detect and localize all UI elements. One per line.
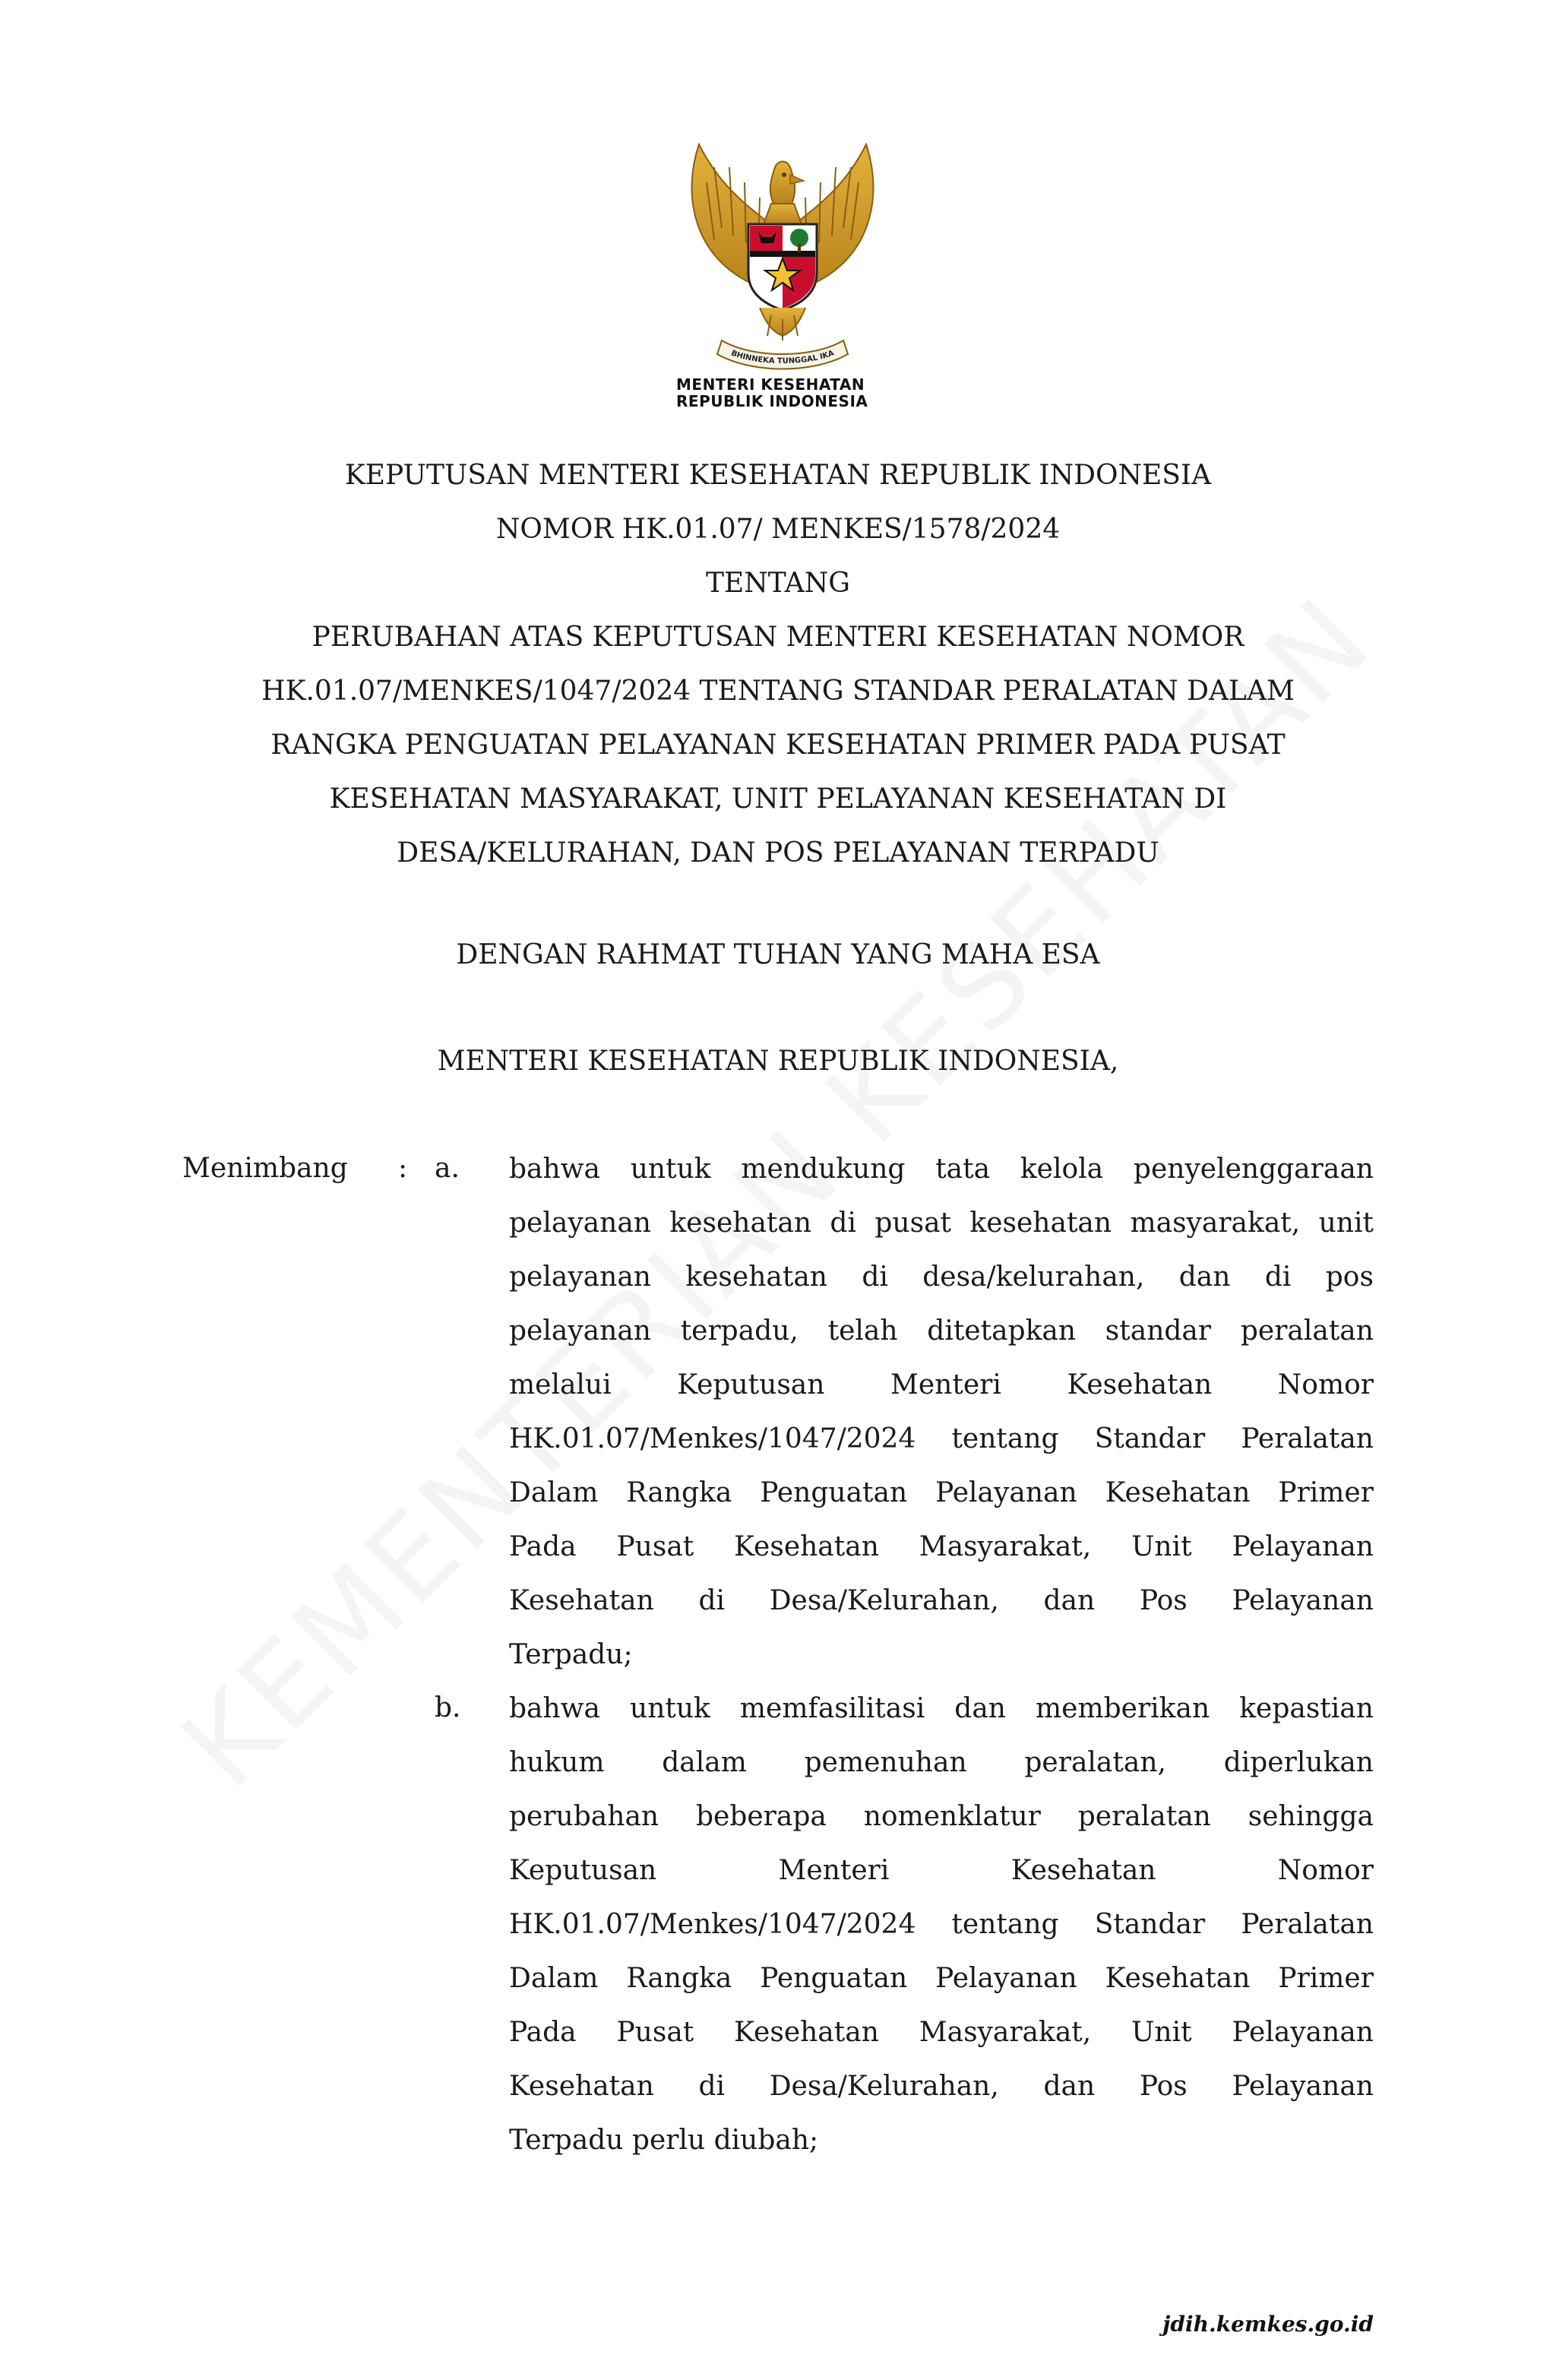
item-b-line [509, 2005, 1374, 2059]
word: ditetapkan [927, 1315, 1077, 1347]
word: untuk [630, 1154, 711, 1185]
word: Kesehatan [509, 1585, 654, 1616]
word: Dalam [509, 1963, 599, 1994]
justified-line [509, 1142, 1374, 1196]
emblem-caption-line1: MENTERI KESEHATAN [676, 375, 865, 394]
word: HK.01.07/Menkes/1047/2024 [509, 1423, 916, 1454]
word: pelayanan [509, 1207, 651, 1239]
word: mendukung [741, 1154, 906, 1185]
word: di [1264, 1261, 1292, 1293]
word: nomenklatur [863, 1801, 1041, 1832]
word: tentang [951, 1423, 1059, 1454]
item-b-line [509, 1790, 1374, 1844]
justified-line [509, 1844, 1374, 1897]
word: Kesehatan [734, 1531, 879, 1562]
justified-line [509, 1951, 1374, 2005]
word: Masyarakat, [919, 1531, 1092, 1562]
word: Keputusan [509, 1855, 657, 1886]
title-line-6: RANGKA PENGUATAN PELAYANAN KESEHATAN PRIMER PADA PUSAT [270, 730, 1286, 761]
word: peralatan [1077, 1801, 1211, 1832]
word: Menteri [890, 1369, 1001, 1400]
word: Unit [1131, 1531, 1192, 1562]
title-line-5: HK.01.07/MENKES/1047/2024 TENTANG STANDAR PERALATAN DALAM [261, 676, 1295, 707]
word: Pos [1139, 2071, 1188, 2102]
menimbang-colon: : [398, 1153, 408, 1184]
item-b-line: Terpadu perlu diubah; [509, 2125, 819, 2156]
word: pelayanan [509, 1315, 651, 1347]
emblem-caption-line2: REPUBLIK INDONESIA [676, 392, 868, 410]
title-line-7: KESEHATAN MASYARAKAT, UNIT PELAYANAN KESEHATAN DI [329, 783, 1227, 815]
emblem-caption [661, 376, 904, 410]
word: bahwa [509, 1154, 600, 1185]
item-a-line [509, 1358, 1374, 1412]
word: Pelayanan [1232, 1585, 1374, 1616]
word: pemenuhan [804, 1747, 967, 1778]
item-letter-b: b. [435, 1692, 461, 1723]
emblem-motto-text: BHINNEKA TUNGGAL IKA [729, 349, 836, 366]
word: perubahan [509, 1801, 659, 1832]
word: tentang [951, 1909, 1059, 1940]
menimbang-label: Menimbang [182, 1153, 348, 1184]
item-b-line [509, 1844, 1374, 1897]
justified-line [509, 1358, 1374, 1412]
item-body-a [509, 1142, 1374, 1682]
item-a-line: Terpadu; [509, 1639, 633, 1670]
word: peralatan [1240, 1315, 1374, 1347]
word: Pelayanan [1232, 2017, 1374, 2048]
word: Pada [509, 1531, 577, 1562]
justified-line [509, 2005, 1374, 2059]
justified-line [509, 2059, 1374, 2113]
item-a-line [509, 1142, 1374, 1196]
word: HK.01.07/Menkes/1047/2024 [509, 1909, 916, 1940]
word: telah [827, 1315, 898, 1347]
justified-line [509, 1520, 1374, 1574]
item-a-line [509, 1250, 1374, 1304]
word: tata [935, 1154, 991, 1185]
title-line-3: TENTANG [705, 568, 851, 599]
word: Desa/Kelurahan, [769, 1585, 999, 1616]
word: pos [1325, 1261, 1374, 1293]
word: melalui [509, 1369, 612, 1400]
word: pusat [874, 1207, 952, 1239]
word: Nomor [1277, 1369, 1374, 1400]
word: standar [1105, 1315, 1212, 1347]
word: Standar [1094, 1423, 1206, 1454]
justified-line [509, 1250, 1374, 1304]
word: Pelayanan [1232, 1531, 1374, 1562]
word: Peralatan [1241, 1909, 1374, 1940]
word: hukum [509, 1747, 605, 1778]
word: di [698, 1585, 726, 1616]
word: kesehatan [685, 1261, 827, 1293]
footer-website-link[interactable]: jdih.kemkes.go.id [1162, 2312, 1374, 2337]
word: pelayanan [509, 1261, 651, 1293]
word: dan [954, 1693, 1006, 1724]
word: Pusat [616, 2017, 694, 2048]
justified-line [509, 1790, 1374, 1844]
word: bahwa [509, 1693, 600, 1724]
word: Masyarakat, [919, 2017, 1092, 2048]
title-line-8: DESA/KELURAHAN, DAN POS PELAYANAN TERPADU [397, 837, 1159, 869]
word: dalam [662, 1747, 747, 1778]
word: Primer [1278, 1963, 1374, 1994]
item-b-line [509, 1682, 1374, 1736]
garuda-pancasila-emblem-icon [669, 137, 897, 380]
title-line-2: NOMOR HK.01.07/ MENKES/1578/2024 [495, 514, 1061, 545]
word: Rangka [626, 1963, 732, 1994]
justified-line [509, 1412, 1374, 1466]
word: untuk [630, 1693, 710, 1724]
word: Primer [1278, 1477, 1374, 1508]
item-body-b [509, 1682, 1374, 2167]
decree-title [152, 448, 1404, 880]
word: Peralatan [1241, 1423, 1374, 1454]
word: kepastian [1239, 1693, 1374, 1724]
word: Penguatan [760, 1963, 908, 1994]
word: Dalam [509, 1477, 599, 1508]
item-a-line [509, 1574, 1374, 1628]
item-b-line [509, 1897, 1374, 1951]
word: di [862, 1261, 888, 1293]
word: Desa/Kelurahan, [769, 2071, 999, 2102]
word: kesehatan [669, 1207, 812, 1239]
word: kesehatan [969, 1207, 1112, 1239]
word: Pelayanan [935, 1963, 1077, 1994]
item-a-line [509, 1304, 1374, 1358]
word: penyelenggaraan [1133, 1154, 1374, 1185]
word: di [830, 1207, 856, 1239]
item-a-line [509, 1520, 1374, 1574]
word: dan [1043, 1585, 1096, 1616]
item-letter-a: a. [435, 1153, 460, 1184]
word: masyarakat, [1130, 1207, 1301, 1239]
word: beberapa [695, 1801, 827, 1832]
word: Menteri [778, 1855, 890, 1886]
word: Kesehatan [1010, 1855, 1156, 1886]
justified-line [509, 1736, 1374, 1790]
word: memfasilitasi [739, 1693, 925, 1724]
word: Unit [1131, 2017, 1192, 2048]
word: unit [1318, 1207, 1374, 1239]
word: Kesehatan [1105, 1477, 1251, 1508]
title-line-1: KEPUTUSAN MENTERI KESEHATAN REPUBLIK INDONESIA [344, 460, 1212, 491]
word: Pelayanan [1232, 2071, 1374, 2102]
item-b-line [509, 1951, 1374, 2005]
item-a-line [509, 1196, 1374, 1250]
word: Kesehatan [1067, 1369, 1213, 1400]
word: Kesehatan [1105, 1963, 1251, 1994]
justified-line [509, 1466, 1374, 1520]
item-a-line [509, 1466, 1374, 1520]
word: Pada [509, 2017, 577, 2048]
word: terpadu, [680, 1315, 799, 1347]
word: dan [1043, 2071, 1096, 2102]
greeting-line: DENGAN RAHMAT TUHAN YANG MAHA ESA [456, 939, 1100, 970]
word: Keputusan [677, 1369, 825, 1400]
word: Pos [1139, 1585, 1188, 1616]
word: Pusat [616, 1531, 694, 1562]
item-a-line [509, 1412, 1374, 1466]
word: Pelayanan [935, 1477, 1077, 1508]
word: peralatan, [1024, 1747, 1166, 1778]
justified-line [509, 1682, 1374, 1736]
item-b-line [509, 1736, 1374, 1790]
word: sehingga [1248, 1801, 1374, 1832]
word: memberikan [1036, 1693, 1210, 1724]
item-b-line [509, 2059, 1374, 2113]
word: dan [1178, 1261, 1231, 1293]
word: Nomor [1277, 1855, 1374, 1886]
word: di [698, 2071, 726, 2102]
official-title-line: MENTERI KESEHATAN REPUBLIK INDONESIA, [437, 1046, 1119, 1077]
word: Penguatan [760, 1477, 908, 1508]
word: desa/kelurahan, [922, 1261, 1145, 1293]
word: Kesehatan [734, 2017, 879, 2048]
word: Standar [1094, 1909, 1206, 1940]
justified-line [509, 1304, 1374, 1358]
word: Rangka [626, 1477, 732, 1508]
justified-line [509, 1574, 1374, 1628]
title-line-4: PERUBAHAN ATAS KEPUTUSAN MENTERI KESEHATAN NOMOR [312, 622, 1244, 653]
word: diperlukan [1223, 1747, 1374, 1778]
justified-line [509, 1196, 1374, 1250]
word: kelola [1020, 1154, 1104, 1185]
justified-line [509, 1897, 1374, 1951]
word: Kesehatan [509, 2071, 654, 2102]
